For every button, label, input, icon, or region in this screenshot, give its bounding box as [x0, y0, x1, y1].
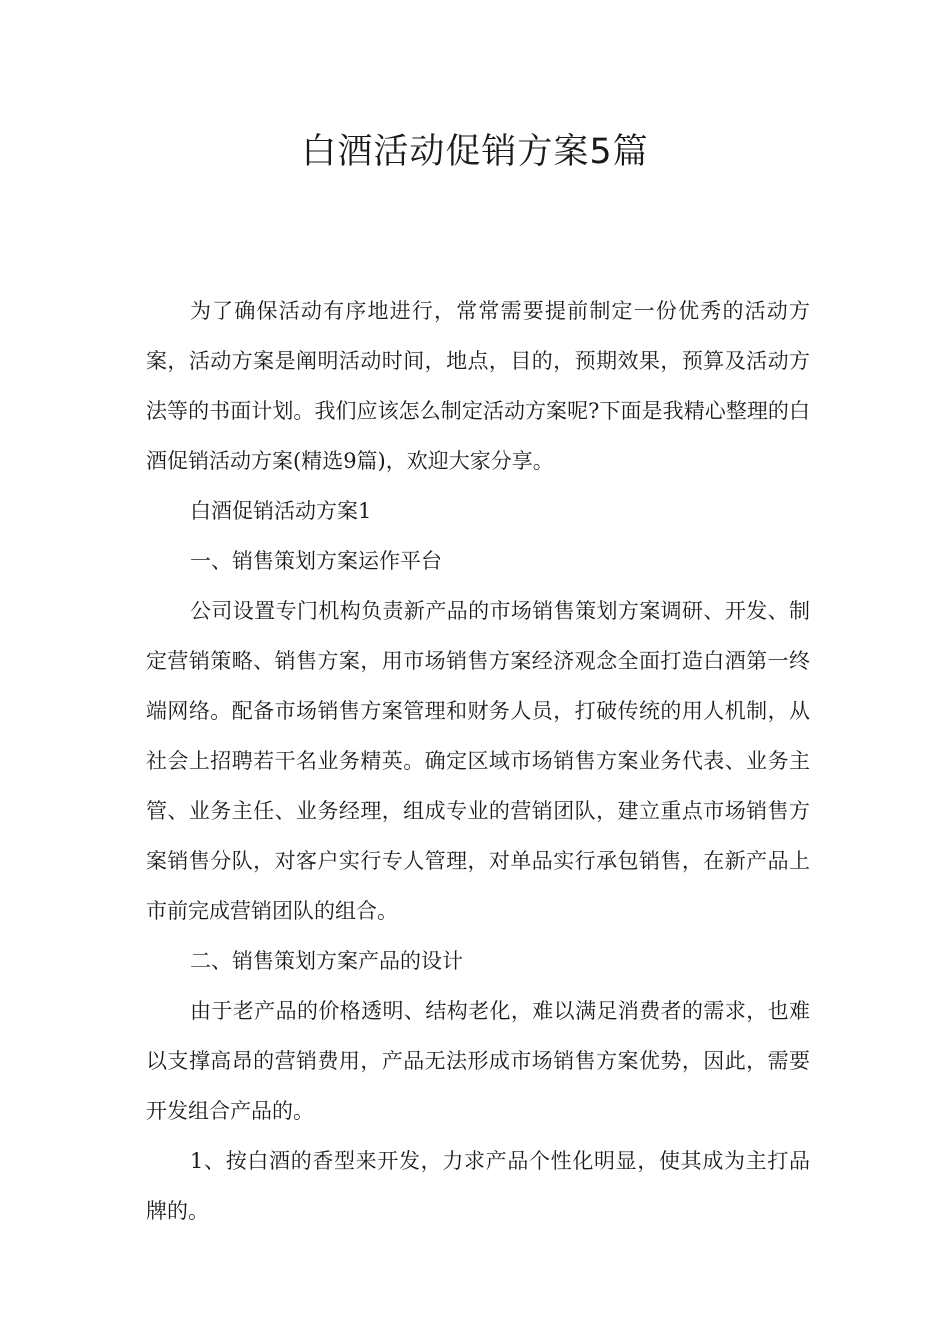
section-heading-plan-1: 白酒促销活动方案1 — [190, 499, 372, 523]
intro-paragraph: 为了确保活动有序地进行，常常需要提前制定一份优秀的活动方案，活动方案是阐明活动时间，地点，目的，预期效果，预算及活动方法等的书面计划。我们应该怎么制定活动方案呢?下面是我精心整理的白酒促销活动方案(精选9篇)，欢迎大家分享。 — [146, 299, 810, 473]
document-title: 白酒活动促销方案5篇 — [301, 132, 649, 172]
document-body — [146, 286, 810, 1236]
paragraph-aroma-development: 1、按白酒的香型来开发，力求产品个性化明显，使其成为主打品牌的。 — [146, 1149, 810, 1223]
subheading-sales-platform: 一、销售策划方案运作平台 — [190, 549, 442, 573]
subheading-product-design: 二、销售策划方案产品的设计 — [190, 949, 463, 973]
paragraph-product-design: 由于老产品的价格透明、结构老化，难以满足消费者的需求，也难以支撑高昂的营销费用，产品无法形成市场销售方案优势，因此，需要开发组合产品的。 — [146, 999, 810, 1123]
paragraph-sales-platform: 公司设置专门机构负责新产品的市场销售策划方案调研、开发、制定营销策略、销售方案，用市场销售方案经济观念全面打造白酒第一终端网络。配备市场销售方案管理和财务人员，打破传统的用人机制，从社会上招聘若干名业务精英。确定区域市场销售方案业务代表、业务主管、业务主任、业务经理，组成专业的营销团队，建立重点市场销售方案销售分队，对客户实行专人管理，对单品实行承包销售，在新产品上市前完成营销团队的组合。 — [146, 599, 810, 923]
